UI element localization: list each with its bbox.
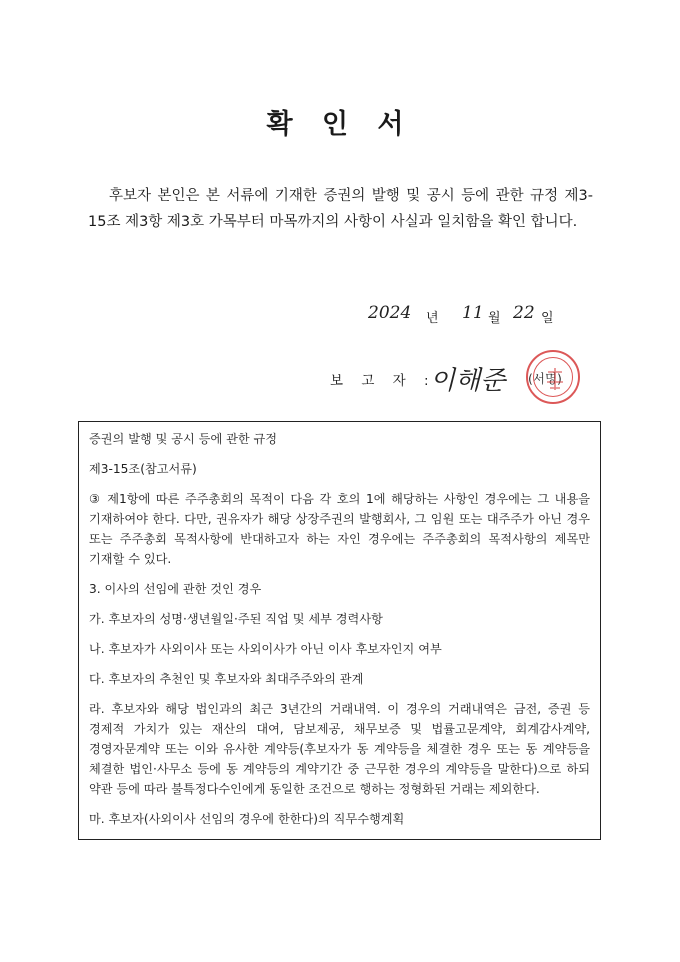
list-item: 다. 후보자의 추천인 및 후보자와 최대주주와의 관계: [89, 672, 364, 686]
statement-text: 후보자 본인은 본 서류에 기재한 증권의 발행 및 공시 등에 관한 규정 제3-15조 제3항 제3호 가목부터 마목까지의 사항이 사실과 일치함을 확인 합니다.: [88, 188, 593, 230]
seal-label: (서명): [528, 371, 562, 386]
year-unit: 년: [426, 311, 439, 326]
handwritten-year: 2024: [368, 303, 412, 323]
day-unit: 일: [541, 311, 554, 326]
list-item: 나. 후보자가 사외이사 또는 사외이사가 아닌 이사 후보자인지 여부: [89, 642, 442, 656]
handwritten-day: 22: [513, 303, 535, 323]
list-item: 가. 후보자의 성명·생년월일·주된 직업 및 세부 경력사항: [89, 612, 383, 626]
list-item: 라. 후보자와 해당 법인과의 최근 3년간의 거래내역. 이 경우의 거래내역은 금전, 증권 등 경제적 가치가 있는 재산의 대여, 담보제공, 채무보증 및 법률고문계약, 회계감사계약, 경영자문계약 또는 이와 유사한 계약등(후보자가 동 계약등을 체결한 경우 또는 동 계약등을 체결한 법인·사무소 등에 동 계약등의 계약기간 중 근무한 경우의 계약등을 말한다)으로 하되 약관 등에 따라 불특정다수인에게 동일한 조건으로 행하는 정형화된 거래는 제외한다.: [89, 702, 590, 796]
reporter-row: [330, 360, 610, 400]
confirmation-statement: [88, 183, 593, 235]
red-seal-stamp-icon: [526, 350, 580, 404]
list-item: 마. 후보자(사외이사 선임의 경우에 한한다)의 직무수행계획: [89, 812, 405, 826]
regulation-reference-box: [78, 421, 601, 840]
reference-article: 제3-15조(참고서류): [89, 462, 197, 476]
reporter-label: 보 고 자 :: [330, 373, 429, 389]
reference-heading: 증권의 발행 및 공시 등에 관한 규정: [89, 432, 278, 446]
month-unit: 월: [488, 311, 501, 326]
document-title: 확 인 서: [266, 109, 414, 140]
reference-paragraph: ③ 제1항에 따른 주주총회의 목적이 다음 각 호의 1에 해당하는 사항인 경우에는 그 내용을 기재하여야 한다. 다만, 권유자가 해당 상장주권의 발행회사, 그 임원 또는 대주주가 아닌 경우 또는 주주총회 목적사항에 반대하고자 하는 자인 경우에는 주주총회의 목적사항의 제목만 기재할 수 있다.: [89, 492, 590, 566]
reference-item-3: 3. 이사의 선임에 관한 것인 경우: [89, 582, 262, 596]
date-row: [360, 303, 570, 333]
handwritten-month: 11: [462, 303, 484, 323]
handwritten-signature: 이해준: [430, 366, 506, 396]
